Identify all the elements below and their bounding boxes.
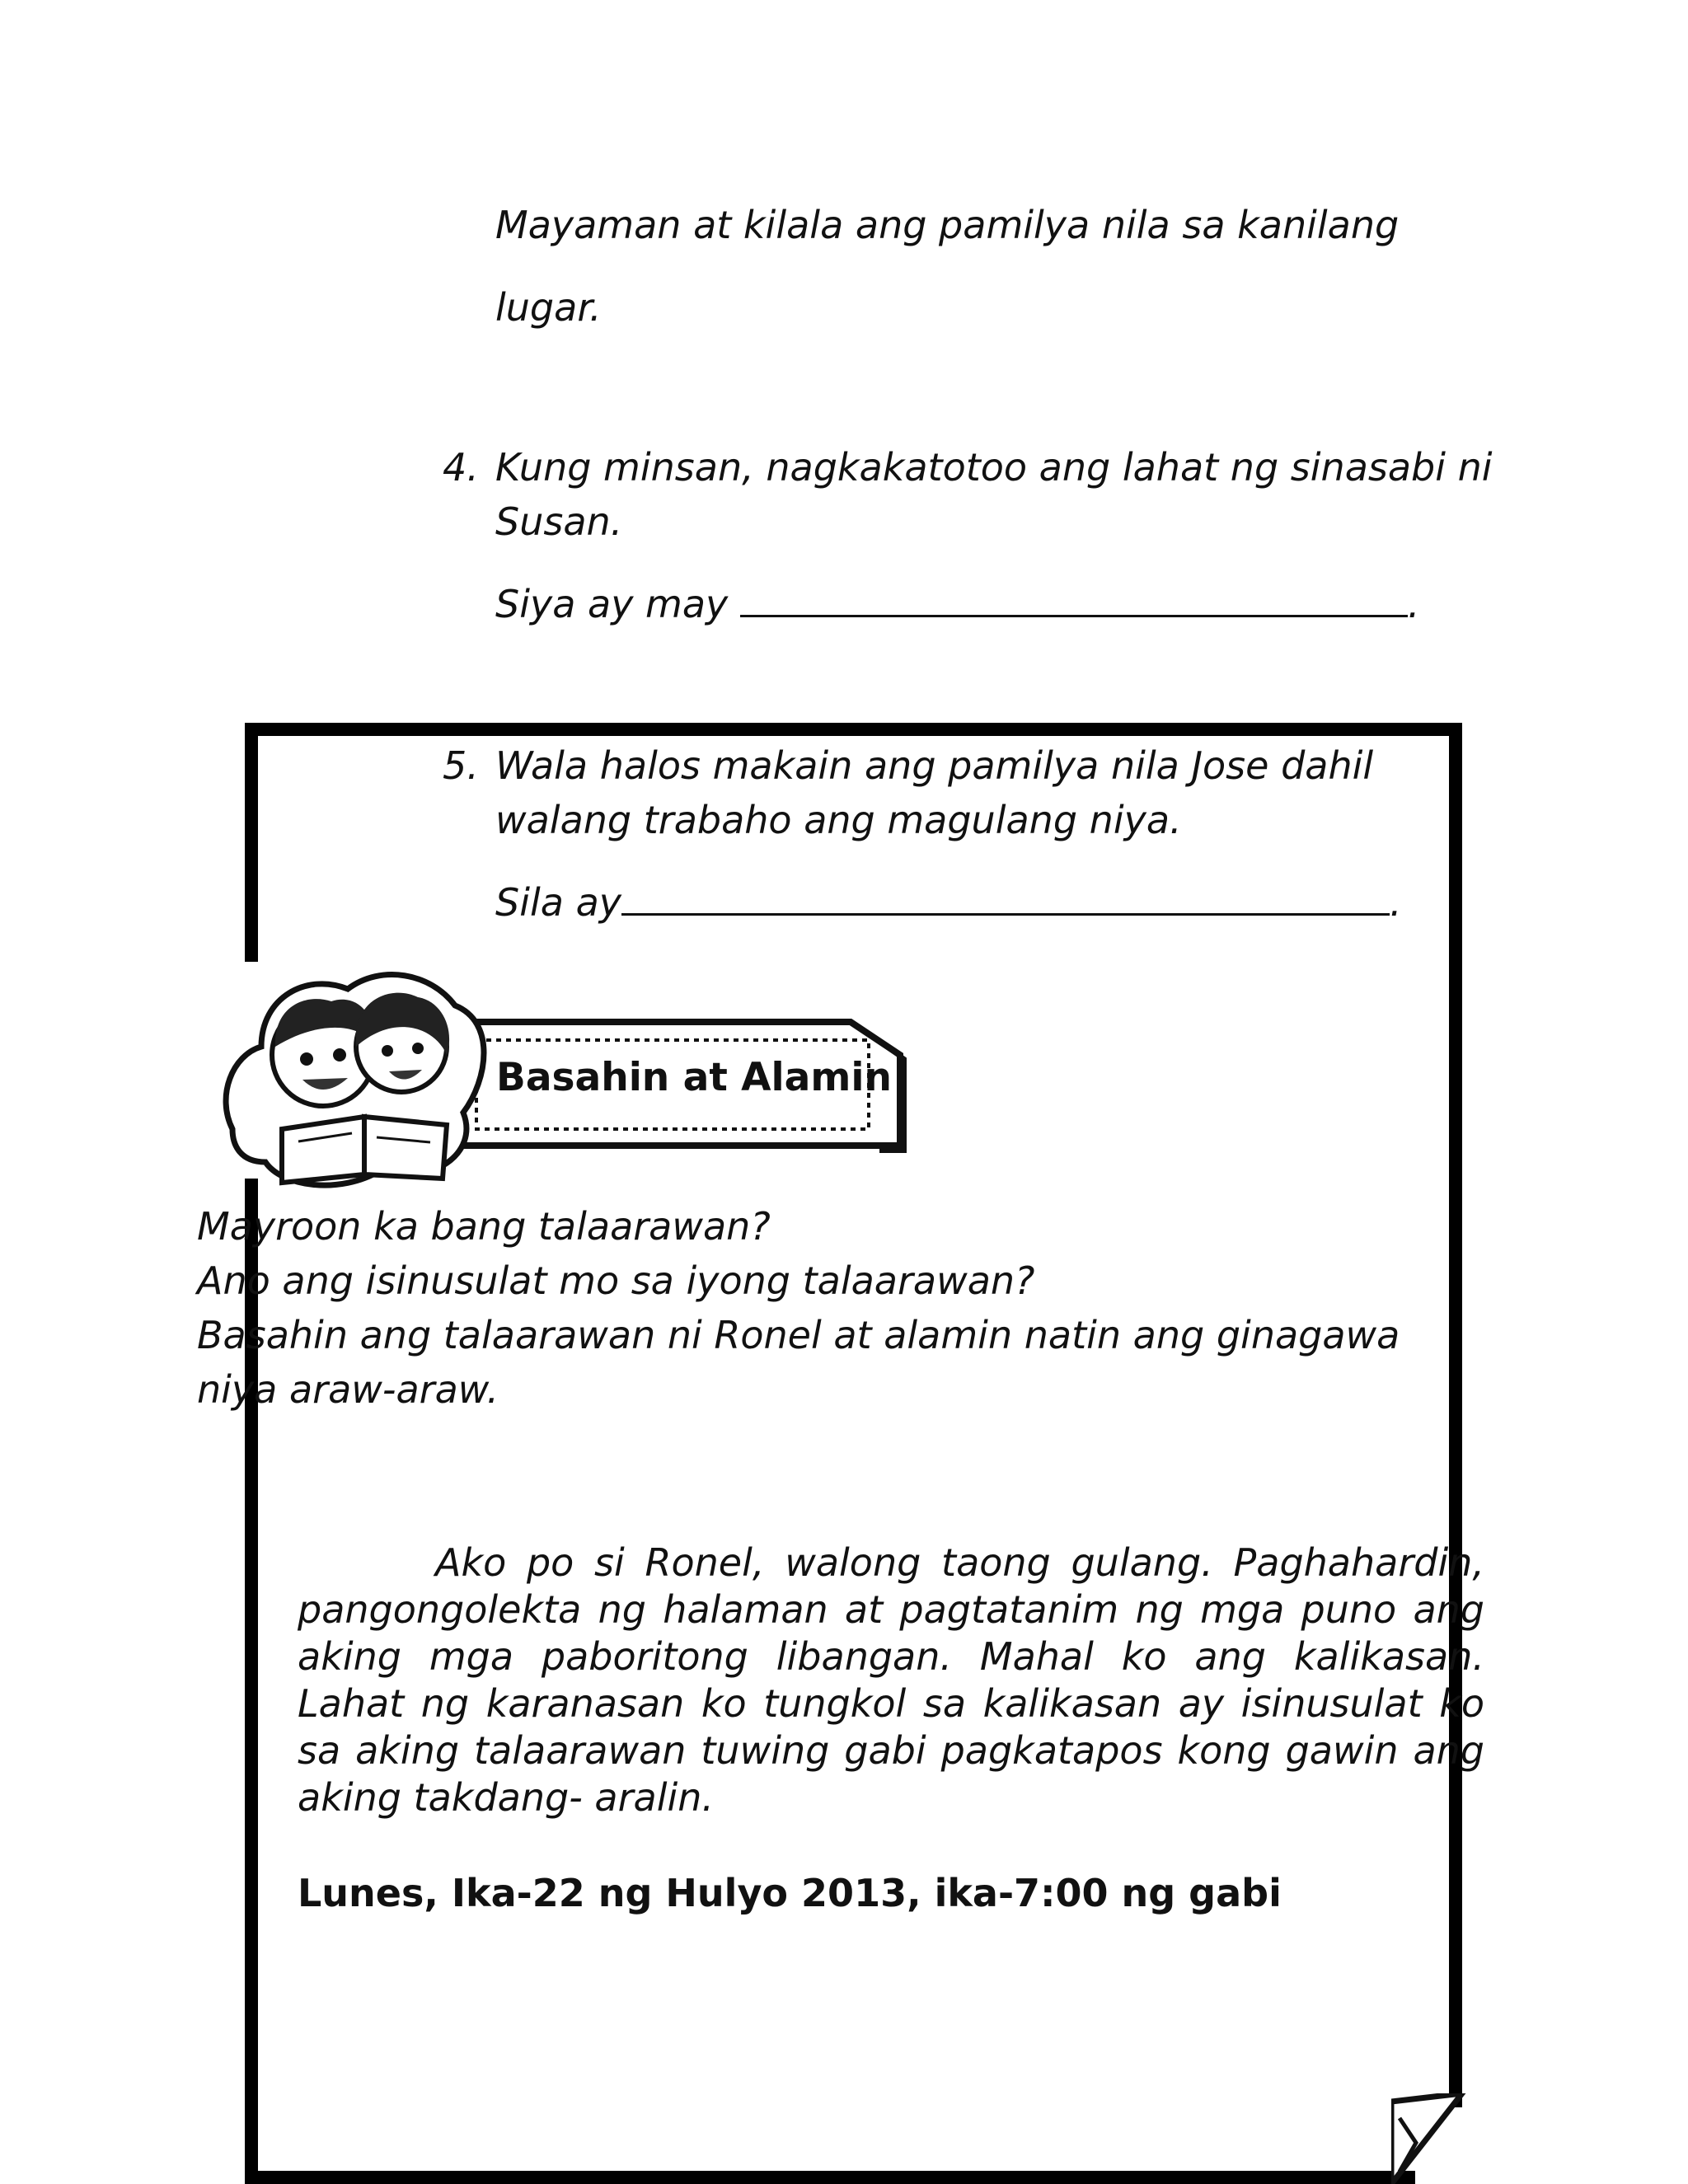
item-4-line-2: Susan. xyxy=(495,499,623,544)
top-line-2: lugar. xyxy=(495,285,602,330)
item-5-answer-line xyxy=(495,875,1402,930)
top-line-1: Mayaman at kilala ang pamilya nila sa kanilang xyxy=(495,203,1400,247)
item-4-answer-line xyxy=(495,577,1420,631)
item-5-answer-prefix: Sila ay xyxy=(495,880,621,925)
item-4-line-1: Kung minsan, nagkakatotoo ang lahat ng sinasabi ni xyxy=(495,445,1493,490)
item-4-answer-prefix: Siya ay may xyxy=(495,582,729,626)
diary-story xyxy=(298,1540,1484,1821)
item-5-line-1: Wala halos makain ang pamilya nila Jose dahil xyxy=(495,743,1374,788)
frame-bottom-border xyxy=(245,2171,1415,2184)
diary-story-paragraph: Ako po si Ronel, walong taong gulang. Paghahardin, pangongolekta ng halaman at pagtatanim ng mga puno ang aking mga paboritong libangan. Mahal ko ang kalikasan. Lahat ng karanasan ko tungkol sa kalikasan ay isinusulat ko sa aking talaarawan tuwing gabi pagkatapos kong gawin ang aking takdang- aralin. xyxy=(298,1540,1484,1820)
item-4-number: 4. xyxy=(443,445,479,490)
question-3: Basahin ang talaarawan ni Ronel at alamin natin ang ginagawa xyxy=(197,1313,1400,1357)
frame-top-border xyxy=(245,723,1462,736)
item-4-answer-end: . xyxy=(1407,582,1420,626)
banner-title: Basahin at Alamin xyxy=(496,1055,892,1100)
item-5-number: 5. xyxy=(443,743,479,788)
item-5-line-2: walang trabaho ang magulang niya. xyxy=(495,798,1182,842)
question-4: niya araw-araw. xyxy=(197,1367,499,1412)
diary-date-heading: Lunes, Ika-22 ng Hulyo 2013, ika-7:00 ng gabi xyxy=(298,1871,1282,1915)
item-4-answer-blank[interactable] xyxy=(740,579,1408,617)
item-5-answer-blank[interactable] xyxy=(621,877,1390,916)
page-curl-icon xyxy=(1391,2093,1474,2184)
item-5-answer-end: . xyxy=(1389,880,1402,925)
question-2: Ano ang isinusulat mo sa iyong talaarawan? xyxy=(197,1258,1035,1303)
frame-left-border-upper xyxy=(245,723,258,962)
question-1: Mayroon ka bang talaarawan? xyxy=(197,1204,771,1249)
frame-right-border xyxy=(1449,723,1462,2107)
